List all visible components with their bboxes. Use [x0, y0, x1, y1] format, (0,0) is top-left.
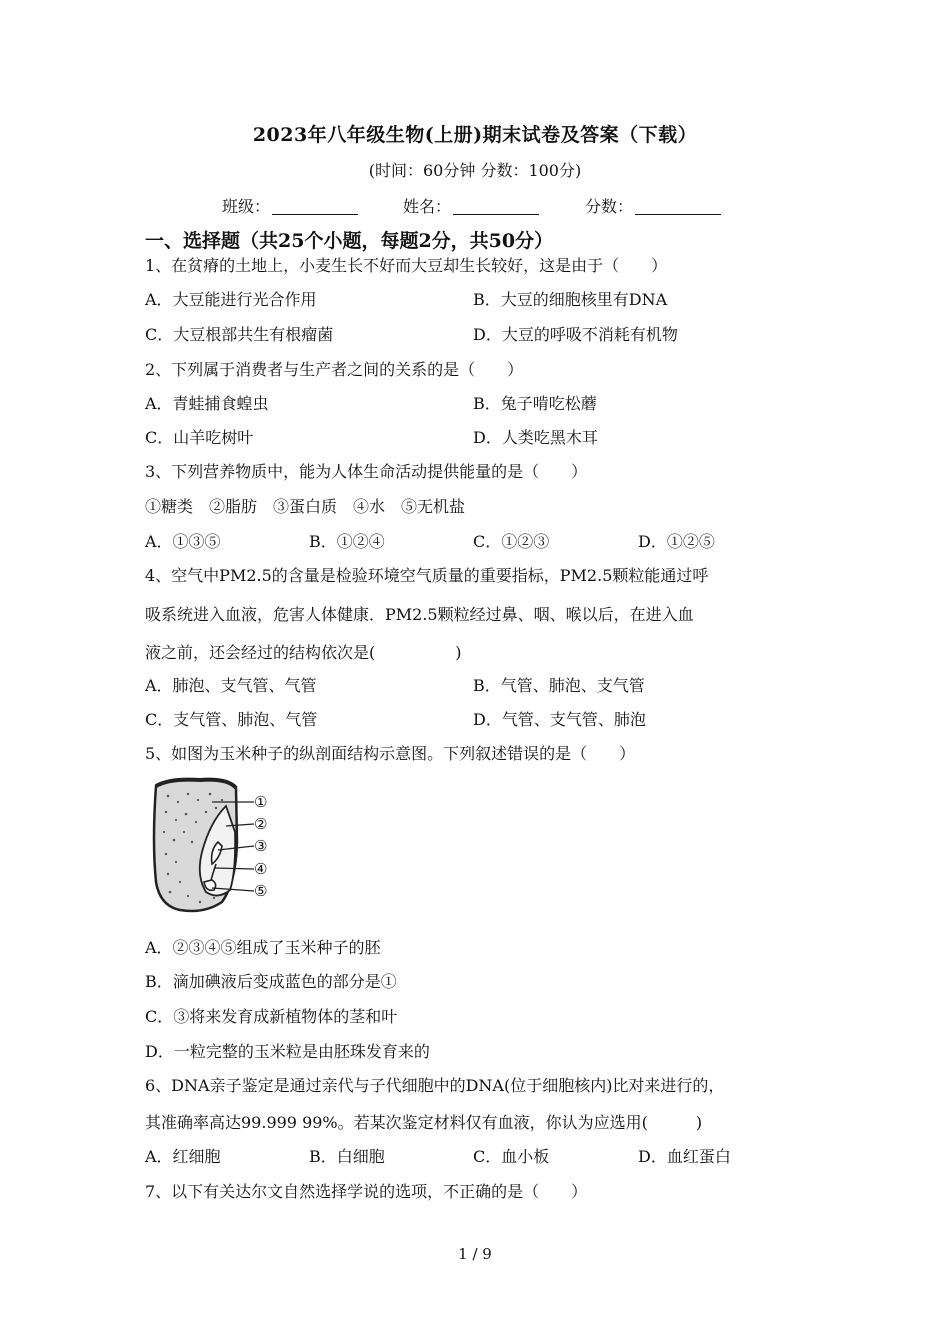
q4-option-c: C．支气管、肺泡、气管 — [145, 710, 318, 729]
q5-stem: 5、如图为玉米种子的纵剖面结构示意图。下列叙述错误的是（ ） — [145, 744, 636, 763]
q6-option-a: A．红细胞 — [145, 1147, 221, 1166]
label-4: ④ — [254, 860, 268, 878]
q7-stem: 7、以下有关达尔文自然选择学说的选项，不正确的是（ ） — [145, 1182, 588, 1201]
corn-seed-diagram — [140, 772, 285, 917]
class-field — [222, 194, 358, 217]
label-1: ① — [254, 793, 268, 811]
q5-option-a: A．②③④⑤组成了玉米种子的胚 — [145, 938, 381, 957]
name-label: 姓名： — [403, 197, 452, 216]
q3-option-a: A．①③⑤ — [145, 532, 221, 551]
page-title: 2023年八年级生物(上册)期末试卷及答案（下载） — [252, 124, 698, 146]
q2-option-c: C．山羊吃树叶 — [145, 428, 254, 447]
score-field — [585, 194, 721, 217]
q5-option-b: B．滴加碘液后变成蓝色的部分是① — [145, 972, 397, 991]
q5-option-c: C．③将来发育成新植物体的茎和叶 — [145, 1007, 398, 1026]
q6-option-b: B．白细胞 — [309, 1147, 385, 1166]
q1-option-a: A．大豆能进行光合作用 — [145, 290, 317, 309]
q4-stem-line3: 液之前，还会经过的结构依次是( ) — [145, 643, 462, 662]
q3-option-c: C．①②③ — [473, 532, 550, 551]
label-3: ③ — [254, 837, 268, 855]
class-blank[interactable] — [272, 198, 358, 215]
q1-option-c: C．大豆根部共生有根瘤菌 — [145, 325, 334, 344]
q6-option-d: D．血红蛋白 — [638, 1147, 731, 1166]
q2-option-b: B．兔子啃吃松蘑 — [473, 394, 597, 413]
q3-option-d: D．①②⑤ — [638, 532, 715, 551]
q5-option-d: D．一粒完整的玉米粒是由胚珠发育来的 — [145, 1042, 430, 1061]
q4-option-a: A．肺泡、支气管、气管 — [145, 676, 317, 695]
page-number: 1 / 9 — [458, 1245, 492, 1263]
class-label: 班级： — [222, 197, 271, 216]
q2-stem: 2、下列属于消费者与生产者之间的关系的是（ ） — [145, 360, 524, 379]
q3-stem: 3、下列营养物质中，能为人体生命活动提供能量的是（ ） — [145, 462, 588, 481]
q3-items: ①糖类 ②脂肪 ③蛋白质 ④水 ⑤无机盐 — [145, 497, 466, 516]
q6-stem-line2: 其准确率高达99.999 99%。若某次鉴定材料仅有血液，你认为应选用( ) — [145, 1113, 703, 1132]
label-5: ⑤ — [254, 882, 268, 900]
score-blank[interactable] — [635, 198, 721, 215]
q1-option-b: B．大豆的细胞核里有DNA — [473, 290, 668, 309]
q1-option-d: D．大豆的呼吸不消耗有机物 — [473, 325, 678, 344]
q2-option-d: D．人类吃黑木耳 — [473, 428, 598, 447]
name-blank[interactable] — [453, 198, 539, 215]
q3-option-b: B．①②④ — [309, 532, 385, 551]
q4-option-b: B．气管、肺泡、支气管 — [473, 676, 645, 695]
section-heading: 一、选择题（共25个小题，每题2分，共50分） — [145, 230, 554, 252]
q4-option-d: D．气管、支气管、肺泡 — [473, 710, 646, 729]
label-2: ② — [254, 815, 268, 833]
q4-stem-line2: 吸系统进入血液，危害人体健康．PM2.5颗粒经过鼻、咽、喉以后，在进入血 — [145, 605, 694, 624]
name-field — [403, 194, 539, 217]
q1-stem: 1、在贫瘠的土地上，小麦生长不好而大豆却生长较好，这是由于（ ） — [145, 256, 668, 275]
q2-option-a: A．青蛙捕食蝗虫 — [145, 394, 269, 413]
score-label: 分数： — [585, 197, 634, 216]
q6-option-c: C．血小板 — [473, 1147, 550, 1166]
q4-stem-line1: 4、空气中PM2.5的含量是检验环境空气质量的重要指标，PM2.5颗粒能通过呼 — [145, 566, 709, 585]
q6-stem-line1: 6、DNA亲子鉴定是通过亲代与子代细胞中的DNA(位于细胞核内)比对来进行的， — [145, 1076, 725, 1095]
exam-time-score: (时间：60分钟 分数：100分) — [368, 161, 582, 180]
